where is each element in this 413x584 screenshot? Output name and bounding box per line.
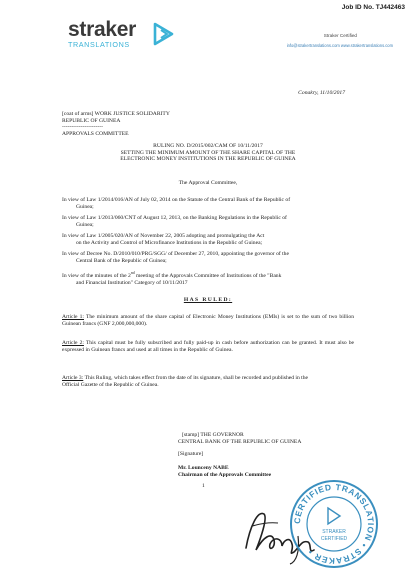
separator-line: ----------------------: [62, 124, 103, 131]
signatory-name: Mr. Lounceny NABE: [178, 465, 229, 472]
clause-line: In view of Law 1/2005/020/AN of November 22, 2005 adopting and promulgating the Act: [62, 233, 265, 239]
article-label: Article 1:: [62, 314, 84, 320]
stamp-center-line2: CERTIFIED: [320, 536, 348, 542]
clause-line: In view of Decree No. D/2010/010/PRG/SGG/ of December 27, 2010, appointing the governor of the: [62, 251, 289, 257]
certified-label: Straker Certified: [323, 33, 357, 38]
in-view-clause: [62, 251, 354, 264]
in-view-clause: [62, 215, 354, 228]
signature-placeholder: [Signature]: [178, 451, 204, 458]
article-2: [62, 340, 354, 353]
ruling-title: [62, 143, 354, 163]
page-number: 1: [202, 483, 205, 489]
in-view-clause: [62, 270, 354, 286]
article-3: [62, 375, 322, 388]
issuer-block: [62, 111, 282, 138]
coat-of-arms-line: [coat of arms] WORK JUSTICE SOLIDARITY: [62, 111, 170, 117]
article-text: This Ruling, which takes effect from the date of its signature, shall be recorded and published in the Official Gazette of the Republic of Guinea.: [62, 375, 309, 388]
straker-chevron-icon: [152, 21, 178, 52]
governor-stamp-line: [stamp] THE GOVERNOR: [182, 432, 244, 438]
signatory-title: Chairman of the Approvals Committee: [178, 471, 272, 478]
stamp-chevron-icon: [328, 508, 340, 524]
date-line: Conakry, 11/10/2017: [298, 90, 345, 96]
straker-logo: [68, 20, 136, 49]
article-1: [62, 314, 354, 327]
clause-line: Central Bank of the Republic of Guinea;: [76, 257, 167, 264]
ruling-subject-1: SETTING THE MINIMUM AMOUNT OF THE SHARE CAPITAL OF THE: [120, 149, 296, 156]
in-view-clause: [62, 233, 354, 246]
certified-translation-stamp: [288, 478, 380, 575]
logo-subtitle: TRANSLATIONS: [68, 40, 130, 49]
article-label: Article 3:: [62, 375, 84, 381]
republic-line: REPUBLIC OF GUINEA: [62, 117, 121, 124]
clause-line: and Financial Institution" Category of 10/11/2017: [76, 279, 188, 286]
ruling-subject-2: ELECTRONIC MONEY INSTITUTIONS IN THE REPUBLIC OF GUINEA: [120, 156, 296, 163]
ruling-number: RULING NO. D/2015/002/CAM OF 10/11/2017: [153, 143, 263, 149]
article-label: Article 2:: [62, 340, 84, 346]
committee-heading: The Approval Committee,: [178, 180, 238, 186]
clause-line: In view of Law 1/2013/060/CNT of August 12, 2013, on the Banking Regulations in the Republic of: [62, 215, 287, 221]
contact-line: info@strakertranslations.com www.strakertranslations.com: [286, 43, 393, 48]
clause-line: Guinea;: [76, 221, 94, 228]
bank-name: CENTRAL BANK OF THE REPUBLIC OF GUINEA: [178, 438, 302, 445]
clause-line: Guinea;: [76, 203, 94, 210]
stamp-center-line1: STRAKER: [322, 529, 346, 535]
logo-wordmark: straker: [68, 18, 136, 41]
job-id-label: Job ID No. TJ442463: [341, 4, 405, 11]
stamp-ring-text: CERTIFIED TRANSLATION • STRAKER •: [291, 481, 377, 567]
clause-line: on the Activity and Control of Microfinance Institutions in the Republic of Guinea;: [76, 239, 263, 246]
has-ruled-heading: HAS RULED:: [183, 297, 233, 303]
article-text: This capital must be fully subscribed and fully paid-up in cash before authorization can be granted. It must also be expressed in Guinean francs and used at all times in the Republic of Guinea.: [62, 340, 354, 353]
clause-line: In view of Law 1/2014/016/AN of July 02, 2014 on the Statute of the Central Bank of the Republic of: [62, 197, 291, 203]
committee-name: APPROVALS COMMITTEE: [62, 131, 129, 138]
signature-block: [178, 432, 378, 479]
clause-line: In view of the minutes of the 2nd meeting of the Approvals Committee of Institutions of the "Bank: [62, 271, 282, 279]
svg-text:CERTIFIED TRANSLATION • STRAKE: [292, 482, 376, 566]
in-view-clause: [62, 197, 354, 210]
article-text: The minimum amount of the share capital of Electronic Money Institutions (EMIs) is set to the sum of two billion Guinean francs (GNF 2,000,000,000).: [62, 314, 355, 327]
